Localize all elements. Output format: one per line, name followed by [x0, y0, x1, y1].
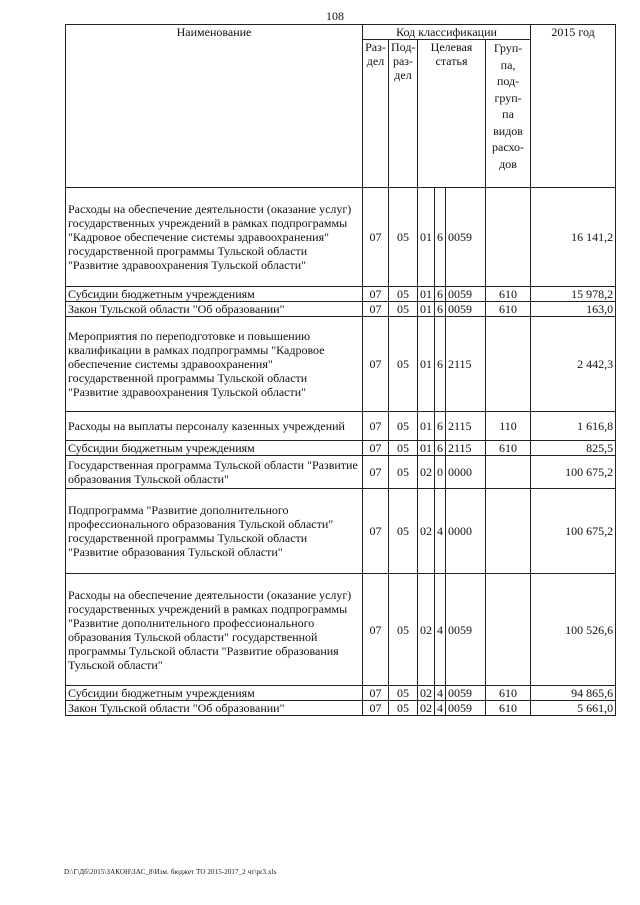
row-amount: 2 442,3	[531, 317, 616, 412]
row-expense-group	[486, 574, 531, 686]
row-target-subprogram: 4	[435, 701, 446, 716]
row-target-code: 0059	[446, 574, 486, 686]
row-target-program: 01	[418, 441, 435, 456]
row-podrazdel: 05	[389, 456, 418, 489]
row-target-subprogram: 4	[435, 686, 446, 701]
row-amount: 825,5	[531, 441, 616, 456]
row-razdel: 07	[363, 686, 389, 701]
row-razdel: 07	[363, 302, 389, 317]
row-name: Субсидии бюджетным учреждениям	[66, 441, 363, 456]
header-name: Наименование	[66, 25, 363, 188]
row-amount: 5 661,0	[531, 701, 616, 716]
row-expense-group: 110	[486, 412, 531, 441]
row-target-program: 02	[418, 701, 435, 716]
row-target-program: 02	[418, 686, 435, 701]
row-target-code: 0059	[446, 686, 486, 701]
row-expense-group	[486, 456, 531, 489]
row-name: Расходы на выплаты персоналу казенных учреждений	[66, 412, 363, 441]
row-target-program: 01	[418, 302, 435, 317]
table-row	[66, 686, 616, 701]
row-razdel: 07	[363, 412, 389, 441]
row-target-program: 02	[418, 574, 435, 686]
row-podrazdel: 05	[389, 574, 418, 686]
row-target-program: 01	[418, 412, 435, 441]
row-razdel: 07	[363, 574, 389, 686]
table-row	[66, 456, 616, 489]
row-target-code: 2115	[446, 317, 486, 412]
header-target-article: Целевая статья	[418, 40, 486, 188]
row-amount: 100 526,6	[531, 574, 616, 686]
row-podrazdel: 05	[389, 188, 418, 287]
row-target-subprogram: 6	[435, 287, 446, 302]
header-podrazdel: Под- раз- дел	[389, 40, 418, 188]
page-number: 108	[326, 9, 344, 23]
row-name: Подпрограмма "Развитие дополнительного профессионального образования Тульской области" государственной программы Тульской области "Развитие образования Тульской области"	[66, 489, 363, 574]
row-podrazdel: 05	[389, 317, 418, 412]
row-razdel: 07	[363, 701, 389, 716]
row-expense-group: 610	[486, 701, 531, 716]
table-row	[66, 302, 616, 317]
row-target-subprogram: 4	[435, 574, 446, 686]
row-name: Расходы на обеспечение деятельности (оказание услуг) государственных учреждений в рамках подпрограммы "Развитие дополнительного профессионального образования Тульской области" государственной программы Тульской области "Развитие образования Тульской области"	[66, 574, 363, 686]
header-code-group: Код классификации	[363, 25, 531, 40]
row-razdel: 07	[363, 317, 389, 412]
row-expense-group: 610	[486, 686, 531, 701]
row-amount: 16 141,2	[531, 188, 616, 287]
row-target-code: 0059	[446, 302, 486, 317]
row-target-code: 0000	[446, 456, 486, 489]
row-target-subprogram: 6	[435, 302, 446, 317]
row-target-code: 0059	[446, 701, 486, 716]
row-name: Закон Тульской области "Об образовании"	[66, 701, 363, 716]
table-row	[66, 441, 616, 456]
row-razdel: 07	[363, 287, 389, 302]
row-name: Государственная программа Тульской области "Развитие образования Тульской области"	[66, 456, 363, 489]
row-expense-group: 610	[486, 287, 531, 302]
row-amount: 100 675,2	[531, 456, 616, 489]
row-target-subprogram: 0	[435, 456, 446, 489]
row-target-code: 0000	[446, 489, 486, 574]
row-target-code: 0059	[446, 287, 486, 302]
table-row	[66, 317, 616, 412]
table-row	[66, 574, 616, 686]
row-expense-group	[486, 489, 531, 574]
row-podrazdel: 05	[389, 287, 418, 302]
row-target-code: 2115	[446, 412, 486, 441]
row-podrazdel: 05	[389, 302, 418, 317]
header-razdel: Раз- дел	[363, 40, 389, 188]
header-row-top	[66, 25, 616, 40]
row-target-subprogram: 6	[435, 188, 446, 287]
row-podrazdel: 05	[389, 701, 418, 716]
row-target-code: 2115	[446, 441, 486, 456]
row-target-program: 02	[418, 456, 435, 489]
row-razdel: 07	[363, 441, 389, 456]
row-name: Субсидии бюджетным учреждениям	[66, 287, 363, 302]
table-row	[66, 489, 616, 574]
row-target-subprogram: 4	[435, 489, 446, 574]
row-podrazdel: 05	[389, 441, 418, 456]
row-razdel: 07	[363, 456, 389, 489]
row-expense-group	[486, 317, 531, 412]
header-expense-group: Груп- па, под- груп- па видов расхо- дов	[486, 40, 531, 188]
budget-table	[65, 24, 616, 716]
file-path-footer: D:\Г\Дб\2015\ЗАКОН\ЗАС_8\Изм. бюджет ТО 2015-2017_2 чт\pr3.xls	[64, 868, 277, 876]
row-podrazdel: 05	[389, 412, 418, 441]
row-target-program: 01	[418, 317, 435, 412]
row-target-program: 02	[418, 489, 435, 574]
row-target-code: 0059	[446, 188, 486, 287]
row-amount: 15 978,2	[531, 287, 616, 302]
row-amount: 163,0	[531, 302, 616, 317]
row-target-program: 01	[418, 287, 435, 302]
row-target-subprogram: 6	[435, 441, 446, 456]
row-name: Расходы на обеспечение деятельности (оказание услуг) государственных учреждений в рамках подпрограммы "Кадровое обеспечение системы здравоохранения" государственной программы Тульской области "Развитие здравоохранения Тульской области"	[66, 188, 363, 287]
table-row	[66, 412, 616, 441]
header-year: 2015 год	[531, 25, 616, 188]
row-expense-group	[486, 188, 531, 287]
table-row	[66, 701, 616, 716]
row-amount: 1 616,8	[531, 412, 616, 441]
row-name: Субсидии бюджетным учреждениям	[66, 686, 363, 701]
row-name: Закон Тульской области "Об образовании"	[66, 302, 363, 317]
row-expense-group: 610	[486, 302, 531, 317]
row-target-program: 01	[418, 188, 435, 287]
table-row	[66, 287, 616, 302]
table-row	[66, 188, 616, 287]
row-podrazdel: 05	[389, 489, 418, 574]
row-razdel: 07	[363, 188, 389, 287]
row-razdel: 07	[363, 489, 389, 574]
row-expense-group: 610	[486, 441, 531, 456]
row-amount: 94 865,6	[531, 686, 616, 701]
row-target-subprogram: 6	[435, 317, 446, 412]
row-amount: 100 675,2	[531, 489, 616, 574]
row-target-subprogram: 6	[435, 412, 446, 441]
row-podrazdel: 05	[389, 686, 418, 701]
row-name: Мероприятия по переподготовке и повышению квалификации в рамках подпрограммы "Кадровое обеспечение системы здравоохранения" государственной программы Тульской области "Развитие здравоохранения Тульской области"	[66, 317, 363, 412]
